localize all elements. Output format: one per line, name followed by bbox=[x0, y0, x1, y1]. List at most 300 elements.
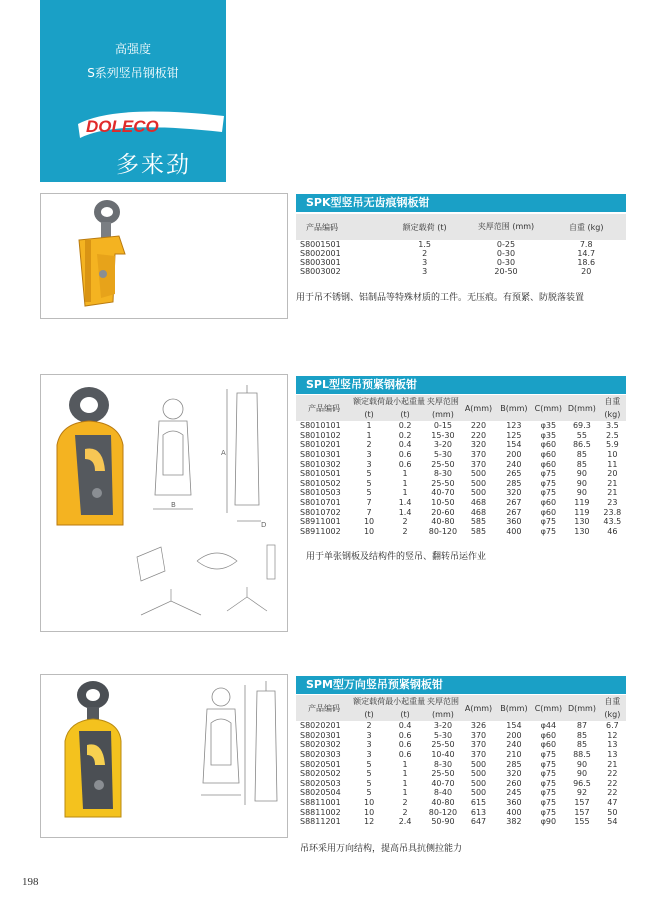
cell: 23.8 bbox=[603, 507, 622, 517]
cell: 320 bbox=[506, 769, 522, 779]
cell: φ60 bbox=[540, 730, 557, 740]
table-header-row bbox=[296, 214, 626, 240]
cell: 88.5 bbox=[573, 750, 591, 760]
col-header: 产品编码 bbox=[308, 403, 340, 413]
cell: 500 bbox=[470, 778, 487, 788]
cell: 500 bbox=[470, 469, 487, 479]
cell: φ90 bbox=[540, 817, 557, 827]
cell: 1 bbox=[366, 421, 372, 431]
header-banner bbox=[40, 0, 226, 182]
cell: 0-15 bbox=[433, 421, 452, 431]
cell: 20-60 bbox=[431, 507, 455, 517]
cell: 7.8 bbox=[579, 240, 593, 249]
cell: 85 bbox=[576, 730, 588, 740]
cell: φ75 bbox=[540, 526, 557, 536]
cell: 1 bbox=[402, 478, 408, 488]
cell: 21 bbox=[607, 488, 618, 498]
cell: 1 bbox=[402, 769, 408, 779]
cell: 2.4 bbox=[398, 817, 412, 827]
cell: 3 bbox=[366, 459, 372, 469]
table-header-row bbox=[296, 395, 626, 408]
col-header: 夹厚范围 (mm) bbox=[477, 222, 535, 231]
cell: 0.6 bbox=[398, 459, 412, 469]
cell: 647 bbox=[470, 817, 487, 827]
table-row bbox=[296, 421, 626, 431]
cell: 90 bbox=[576, 488, 587, 498]
cell: 90 bbox=[576, 469, 587, 479]
col-header: 自重 (kg) bbox=[568, 222, 604, 232]
cell: 285 bbox=[506, 478, 522, 488]
cell: 370 bbox=[470, 450, 487, 460]
cell: 0.6 bbox=[398, 740, 412, 750]
col-header: D(mm) bbox=[567, 403, 596, 413]
cell: S8010702 bbox=[300, 507, 341, 517]
cell: 2 bbox=[402, 517, 408, 527]
cell: 3.5 bbox=[605, 421, 619, 431]
cell: 0-30 bbox=[496, 258, 516, 267]
table-row bbox=[296, 769, 626, 779]
cell: S8911002 bbox=[300, 526, 341, 536]
cell: 40-70 bbox=[431, 778, 455, 788]
cell: 11 bbox=[607, 459, 618, 469]
cell: φ75 bbox=[540, 478, 557, 488]
cell: 500 bbox=[470, 769, 487, 779]
cell: S8002001 bbox=[300, 249, 341, 258]
cell: S8003001 bbox=[300, 258, 341, 267]
cell: 1.4 bbox=[398, 498, 412, 508]
cell: 210 bbox=[506, 750, 522, 760]
cell: S8010503 bbox=[300, 488, 341, 498]
col-header: 最小起重量 bbox=[385, 697, 426, 706]
cell: S8010102 bbox=[300, 430, 341, 440]
table-row bbox=[296, 488, 626, 498]
cell: 0.6 bbox=[398, 450, 412, 460]
spm-table bbox=[296, 695, 626, 827]
cell: S8020501 bbox=[300, 759, 341, 769]
col-unit: (t) bbox=[364, 410, 374, 419]
spm-description: 吊环采用万向结构，提高吊具抗侧拉能力 bbox=[300, 844, 463, 854]
cell: 0.6 bbox=[398, 730, 412, 740]
cell: 85 bbox=[576, 450, 587, 460]
cell: S8020302 bbox=[300, 740, 341, 750]
cell: 0.2 bbox=[398, 421, 412, 431]
cell: S8010701 bbox=[300, 498, 341, 508]
cell: φ35 bbox=[540, 421, 557, 431]
cell: 240 bbox=[506, 740, 522, 750]
cell: φ75 bbox=[540, 488, 557, 498]
cell: 25-50 bbox=[431, 478, 455, 488]
svg-text:B: B bbox=[171, 501, 176, 509]
spl-product-image bbox=[40, 374, 288, 632]
cell: 12 bbox=[364, 817, 375, 827]
cell: 8-30 bbox=[433, 469, 452, 479]
cell: 25-50 bbox=[431, 459, 455, 469]
cell: 22 bbox=[607, 788, 618, 798]
cell: S8911001 bbox=[300, 517, 341, 527]
table-header-row bbox=[296, 695, 626, 708]
cell: 200 bbox=[506, 450, 522, 460]
page-number: 198 bbox=[22, 876, 39, 888]
table-row bbox=[296, 240, 626, 249]
cell: 87 bbox=[576, 721, 588, 731]
cell: 54 bbox=[607, 817, 618, 827]
cell: 80-120 bbox=[428, 526, 458, 536]
table-row bbox=[296, 731, 626, 741]
cell: S8020504 bbox=[300, 788, 341, 798]
cell: 320 bbox=[470, 440, 487, 450]
cell: 154 bbox=[506, 721, 522, 731]
cell: 1 bbox=[402, 759, 408, 769]
cell: 20 bbox=[581, 267, 592, 276]
cell: 86.5 bbox=[572, 440, 591, 450]
cell: 0.6 bbox=[398, 750, 412, 760]
col-header: 产品编码 bbox=[308, 703, 340, 713]
cell: 22 bbox=[607, 769, 618, 779]
cell: 5 bbox=[366, 778, 372, 788]
cell: 25-50 bbox=[431, 769, 455, 779]
cell: φ75 bbox=[540, 517, 557, 527]
table-row bbox=[296, 807, 626, 817]
cell: φ35 bbox=[540, 430, 557, 440]
col-unit: (mm) bbox=[432, 710, 454, 719]
cell: 43.5 bbox=[603, 517, 622, 527]
cell: 10 bbox=[607, 450, 618, 460]
table-row bbox=[296, 459, 626, 469]
cell: 5 bbox=[366, 769, 372, 779]
cell: 85 bbox=[576, 459, 587, 469]
cell: 50 bbox=[607, 807, 618, 817]
cell: 1 bbox=[402, 778, 408, 788]
svg-text:D: D bbox=[261, 521, 267, 529]
cell: 130 bbox=[574, 517, 590, 527]
table-row bbox=[296, 527, 626, 537]
cell: 157 bbox=[574, 798, 590, 808]
cell: 265 bbox=[506, 469, 522, 479]
col-unit: (kg) bbox=[604, 710, 621, 719]
brand-chinese-name: 多来劲 bbox=[116, 152, 191, 178]
cell: φ60 bbox=[540, 440, 557, 450]
cell: 500 bbox=[470, 488, 487, 498]
cell: 50-90 bbox=[431, 817, 455, 827]
cell: 1 bbox=[366, 430, 372, 440]
spl-table bbox=[296, 395, 626, 536]
cell: 5 bbox=[366, 488, 372, 498]
cell: 240 bbox=[506, 459, 522, 469]
cell: 119 bbox=[574, 498, 590, 508]
cell: 5.9 bbox=[605, 440, 619, 450]
svg-text:A: A bbox=[221, 449, 226, 457]
table-row bbox=[296, 798, 626, 808]
cell: 2 bbox=[366, 440, 372, 450]
cell: 119 bbox=[574, 507, 590, 517]
table-row bbox=[296, 721, 626, 731]
cell: 12 bbox=[607, 730, 618, 740]
cell: S8010201 bbox=[300, 440, 341, 450]
cell: S8811001 bbox=[300, 798, 341, 808]
cell: 5-30 bbox=[433, 730, 453, 740]
cell: φ44 bbox=[540, 721, 557, 731]
cell: 22 bbox=[607, 778, 618, 788]
cell: 500 bbox=[470, 788, 487, 798]
cell: 5-30 bbox=[433, 450, 452, 460]
cell: 20 bbox=[607, 469, 618, 479]
cell: 320 bbox=[506, 488, 522, 498]
col-header: 夹厚范围 bbox=[426, 697, 459, 706]
table-row bbox=[296, 498, 626, 508]
col-header: 额定载荷 bbox=[353, 397, 386, 406]
col-header: 自重 bbox=[604, 697, 621, 706]
cell: 500 bbox=[470, 759, 487, 769]
col-unit: (t) bbox=[400, 410, 410, 419]
cell: S8020301 bbox=[300, 730, 341, 740]
cell: 3-20 bbox=[433, 440, 452, 450]
table-row bbox=[296, 479, 626, 489]
cell: φ60 bbox=[540, 450, 557, 460]
cell: φ60 bbox=[540, 459, 557, 469]
cell: 615 bbox=[470, 798, 487, 808]
cell: S8020303 bbox=[300, 750, 341, 760]
cell: 85 bbox=[576, 740, 588, 750]
cell: 130 bbox=[574, 526, 590, 536]
cell: 382 bbox=[506, 817, 522, 827]
table-row bbox=[296, 440, 626, 450]
cell: 40-80 bbox=[431, 517, 455, 527]
cell: 10 bbox=[363, 526, 375, 536]
cell: 21 bbox=[607, 478, 618, 488]
cell: 7 bbox=[366, 498, 372, 508]
cell: 2.5 bbox=[605, 430, 619, 440]
header-line1: 高强度 bbox=[114, 42, 151, 56]
cell: 23 bbox=[607, 498, 618, 508]
cell: 468 bbox=[470, 498, 487, 508]
cell: 14.7 bbox=[577, 249, 596, 258]
cell: 96.5 bbox=[573, 778, 591, 788]
table-row bbox=[296, 507, 626, 517]
table-row bbox=[296, 450, 626, 460]
col-unit: (t) bbox=[400, 710, 410, 719]
table-row bbox=[296, 779, 626, 789]
table-row bbox=[296, 249, 626, 258]
col-unit: (t) bbox=[364, 710, 374, 719]
col-header: A(mm) bbox=[464, 703, 493, 713]
cell: 1 bbox=[402, 488, 408, 498]
header-line2: S系列竖吊钢板钳 bbox=[87, 66, 179, 80]
cell: φ75 bbox=[540, 469, 557, 479]
cell: 47 bbox=[607, 798, 618, 808]
col-header: D(mm) bbox=[567, 703, 596, 713]
cell: 1.4 bbox=[398, 507, 412, 517]
cell: 3 bbox=[366, 730, 372, 740]
cell: 125 bbox=[506, 430, 522, 440]
cell: 400 bbox=[506, 807, 522, 817]
cell: 200 bbox=[506, 730, 522, 740]
cell: 21 bbox=[607, 759, 618, 769]
col-unit: (kg) bbox=[604, 410, 621, 419]
cell: 13 bbox=[607, 750, 618, 760]
cell: 92 bbox=[576, 788, 588, 798]
cell: 370 bbox=[470, 750, 487, 760]
table-row bbox=[296, 740, 626, 750]
cell: S8010101 bbox=[300, 421, 341, 431]
cell: 69.3 bbox=[572, 421, 591, 431]
col-header: 最小起重量 bbox=[385, 397, 426, 406]
cell: S8010301 bbox=[300, 450, 341, 460]
cell: S8010502 bbox=[300, 478, 341, 488]
col-header: 额定载荷 (t) bbox=[402, 222, 447, 232]
cell: 3 bbox=[422, 267, 428, 276]
col-unit: (mm) bbox=[432, 410, 454, 419]
cell: 2 bbox=[402, 798, 408, 808]
spk-product-image bbox=[40, 193, 288, 319]
spm-title: SPM型万向竖吊预紧钢板钳 bbox=[296, 676, 626, 694]
cell: 157 bbox=[574, 807, 590, 817]
spl-description: 用于单张钢板及结构件的竖吊、翻转吊运作业 bbox=[306, 552, 487, 562]
cell: 8-40 bbox=[433, 788, 453, 798]
svg-text:DOLECO: DOLECO bbox=[86, 117, 159, 136]
cell: 20-50 bbox=[494, 267, 518, 276]
cell: 220 bbox=[470, 430, 487, 440]
cell: φ75 bbox=[540, 769, 557, 779]
cell: 123 bbox=[506, 421, 522, 431]
table-row bbox=[296, 258, 626, 267]
cell: φ75 bbox=[540, 750, 557, 760]
cell: 5 bbox=[366, 788, 372, 798]
cell: 6.7 bbox=[606, 721, 619, 731]
cell: φ75 bbox=[540, 778, 557, 788]
cell: 10 bbox=[364, 798, 375, 808]
col-header: C(mm) bbox=[534, 403, 563, 413]
cell: 0-30 bbox=[496, 249, 516, 258]
cell: 260 bbox=[506, 778, 522, 788]
cell: 15-30 bbox=[431, 430, 455, 440]
cell: 267 bbox=[506, 507, 522, 517]
col-header: A(mm) bbox=[464, 403, 493, 413]
cell: 13 bbox=[607, 740, 618, 750]
table-row bbox=[296, 750, 626, 760]
cell: 3 bbox=[366, 450, 372, 460]
cell: 25-50 bbox=[431, 740, 455, 750]
col-header: B(mm) bbox=[500, 703, 528, 713]
col-header: 产品编码 bbox=[306, 222, 338, 232]
cell: S8020502 bbox=[300, 769, 341, 779]
cell: 3 bbox=[422, 258, 428, 267]
cell: 80-120 bbox=[428, 807, 458, 817]
cell: 10 bbox=[364, 807, 375, 817]
cell: 360 bbox=[506, 798, 522, 808]
col-header: B(mm) bbox=[500, 403, 528, 413]
cell: φ60 bbox=[540, 740, 557, 750]
cell: 360 bbox=[506, 517, 522, 527]
cell: 468 bbox=[470, 507, 487, 517]
cell: 220 bbox=[470, 421, 487, 431]
cell: φ75 bbox=[540, 798, 557, 808]
cell: 370 bbox=[470, 459, 487, 469]
col-header: 夹厚范围 bbox=[426, 397, 459, 406]
cell: S8811002 bbox=[300, 807, 341, 817]
cell: S8003002 bbox=[300, 267, 341, 276]
cell: 5 bbox=[366, 469, 372, 479]
cell: 46 bbox=[607, 526, 618, 536]
cell: 585 bbox=[470, 517, 487, 527]
cell: 1 bbox=[402, 469, 408, 479]
cell: 8-30 bbox=[433, 759, 453, 769]
spk-description: 用于吊不锈钢、铝制品等特殊材质的工件。无压痕。有预紧、防脱落装置 bbox=[296, 293, 585, 303]
cell: 326 bbox=[470, 721, 487, 731]
cell: 3 bbox=[366, 740, 372, 750]
cell: φ75 bbox=[540, 788, 557, 798]
cell: 0.2 bbox=[398, 430, 412, 440]
cell: S8010302 bbox=[300, 459, 341, 469]
spk-table bbox=[296, 214, 626, 276]
cell: S8010501 bbox=[300, 469, 341, 479]
cell: φ60 bbox=[540, 507, 557, 517]
cell: 2 bbox=[402, 807, 408, 817]
cell: 90 bbox=[576, 769, 588, 779]
cell: 370 bbox=[470, 740, 487, 750]
cell: 2 bbox=[366, 721, 372, 731]
cell: 245 bbox=[506, 788, 522, 798]
cell: 1.5 bbox=[418, 240, 431, 249]
cell: 2 bbox=[422, 249, 428, 258]
table-row bbox=[296, 431, 626, 441]
cell: 3 bbox=[366, 750, 372, 760]
cell: 267 bbox=[506, 498, 522, 508]
cell: 2 bbox=[402, 526, 408, 536]
col-header: C(mm) bbox=[534, 703, 563, 713]
cell: 0.4 bbox=[398, 440, 412, 450]
doleco-logo bbox=[76, 110, 226, 140]
col-header: 自重 bbox=[604, 397, 621, 406]
cell: φ75 bbox=[540, 807, 557, 817]
cell: S8811201 bbox=[300, 817, 341, 827]
cell: 40-80 bbox=[431, 798, 455, 808]
cell: 154 bbox=[506, 440, 522, 450]
cell: 18.6 bbox=[577, 258, 596, 267]
cell: 7 bbox=[366, 507, 372, 517]
cell: 90 bbox=[576, 478, 587, 488]
cell: 0.4 bbox=[398, 721, 412, 731]
cell: 370 bbox=[470, 730, 487, 740]
cell: 90 bbox=[576, 759, 588, 769]
cell: 285 bbox=[506, 759, 522, 769]
cell: 1 bbox=[402, 788, 408, 798]
cell: 5 bbox=[366, 759, 372, 769]
cell: 400 bbox=[506, 526, 522, 536]
cell: 613 bbox=[470, 807, 487, 817]
table-row bbox=[296, 759, 626, 769]
cell: S8020503 bbox=[300, 778, 341, 788]
col-header: 额定载荷 bbox=[353, 697, 386, 706]
cell: 0-25 bbox=[496, 240, 516, 249]
cell: φ75 bbox=[540, 759, 557, 769]
cell: 585 bbox=[470, 526, 487, 536]
cell: φ60 bbox=[540, 498, 557, 508]
cell: 10-50 bbox=[431, 498, 455, 508]
table-row bbox=[296, 788, 626, 798]
spl-title: SPL型竖吊预紧钢板钳 bbox=[296, 376, 626, 394]
cell: 10-40 bbox=[431, 750, 455, 760]
table-row bbox=[296, 267, 626, 276]
spm-product-image bbox=[40, 674, 288, 838]
table-row bbox=[296, 469, 626, 479]
cell: 500 bbox=[470, 478, 487, 488]
cell: 5 bbox=[366, 478, 372, 488]
cell: 10 bbox=[363, 517, 375, 527]
table-row bbox=[296, 517, 626, 527]
cell: 3-20 bbox=[433, 721, 453, 731]
cell: 55 bbox=[576, 430, 587, 440]
cell: 155 bbox=[574, 817, 590, 827]
